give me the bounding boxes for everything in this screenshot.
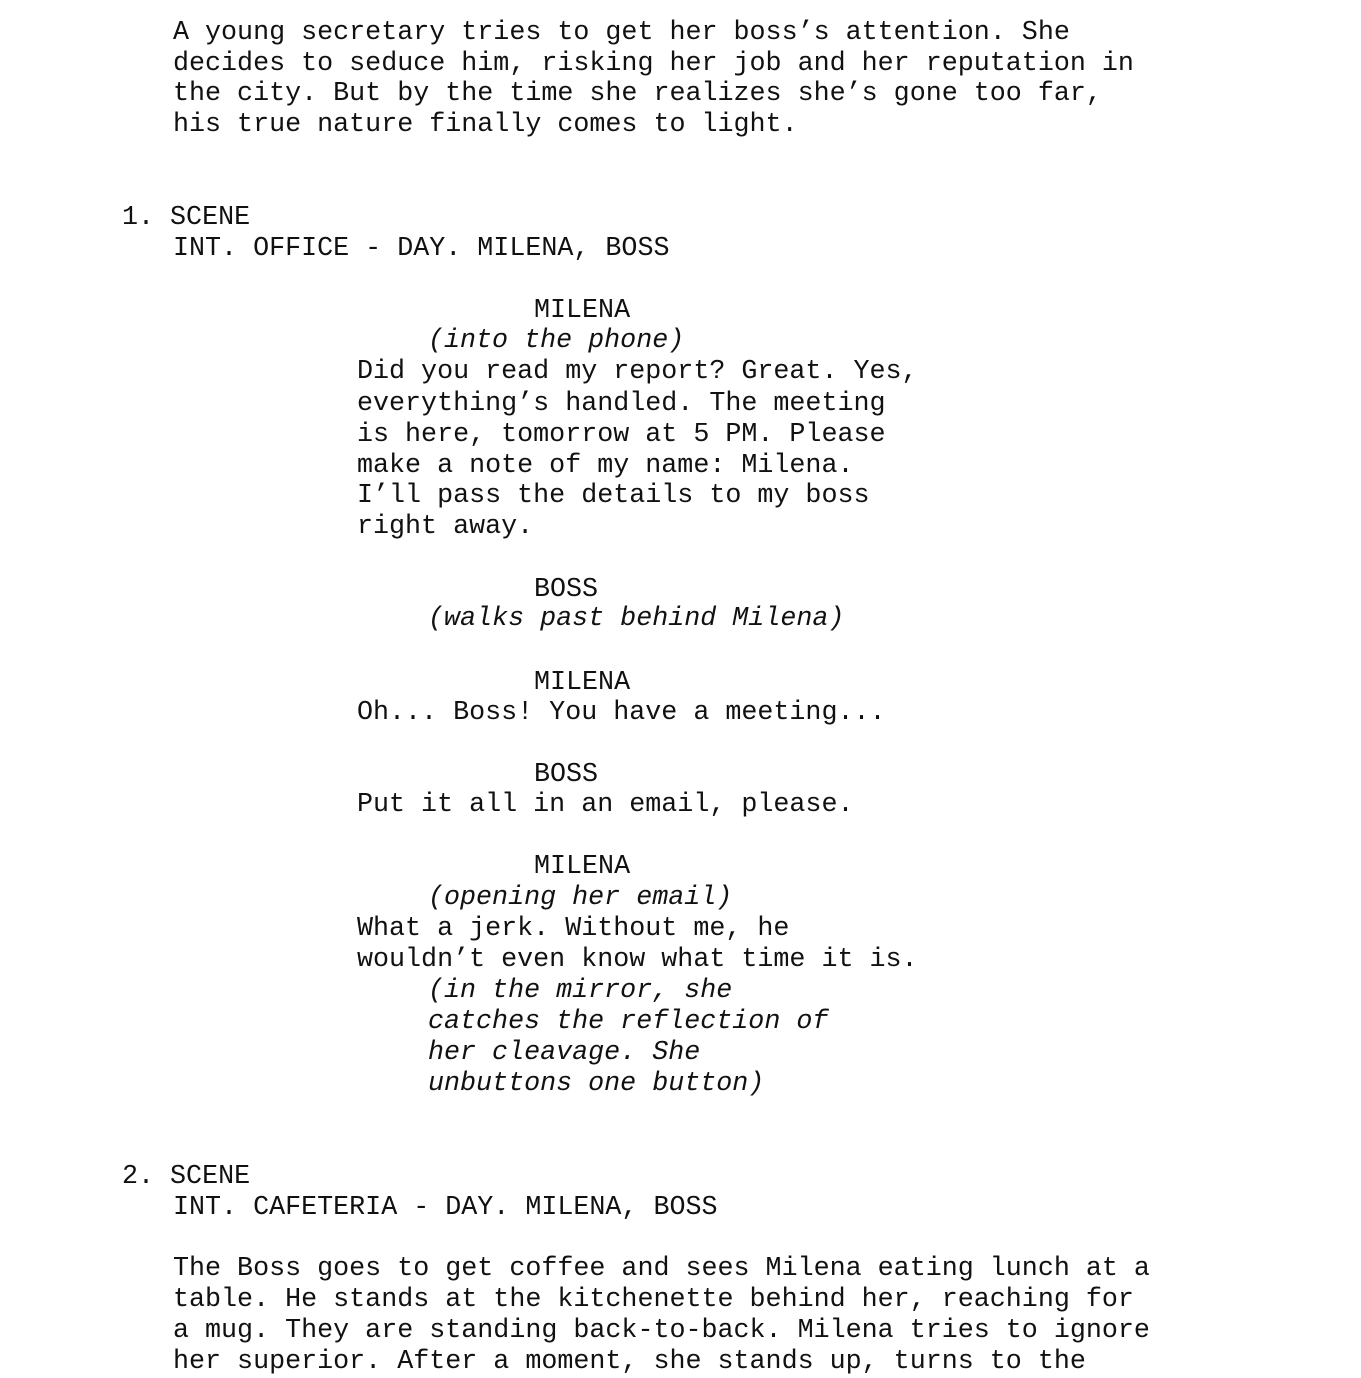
parenthetical: her cleavage. She: [428, 1038, 701, 1068]
scene-number: 2. SCENE: [122, 1162, 251, 1192]
character-name: MILENA: [534, 296, 631, 326]
logline-line: the city. But by the time she realizes she’s gone too far,: [173, 79, 1102, 109]
dialogue-line: What a jerk. Without me, he: [357, 914, 790, 944]
dialogue-line: right away.: [357, 512, 534, 542]
parenthetical: (opening her email): [428, 883, 733, 913]
dialogue-line: wouldn’t even know what time it is.: [357, 945, 918, 975]
character-name: BOSS: [534, 760, 599, 790]
scene-number: 1. SCENE: [122, 203, 251, 233]
dialogue-line: Did you read my report? Great. Yes,: [357, 357, 918, 387]
logline-line: his true nature finally comes to light.: [173, 110, 798, 140]
parenthetical: (in the mirror, she: [428, 976, 733, 1006]
dialogue-line: is here, tomorrow at 5 PM. Please: [357, 420, 886, 450]
parenthetical: (into the phone): [428, 326, 685, 356]
dialogue-line: make a note of my name: Milena.: [357, 451, 854, 481]
action-line: a mug. They are standing back-to-back. Milena tries to ignore: [173, 1316, 1150, 1346]
parenthetical: catches the reflection of: [428, 1007, 829, 1037]
parenthetical: unbuttons one button): [428, 1069, 765, 1099]
action-line: table. He stands at the kitchenette behind her, reaching for: [173, 1285, 1134, 1315]
scene-heading: INT. OFFICE - DAY. MILENA, BOSS: [173, 234, 670, 264]
character-name: MILENA: [534, 668, 631, 698]
dialogue-line: everything’s handled. The meeting: [357, 389, 886, 419]
character-name: MILENA: [534, 852, 631, 882]
dialogue-line: Oh... Boss! You have a meeting...: [357, 698, 886, 728]
parenthetical: (walks past behind Milena): [428, 604, 845, 634]
action-line: her superior. After a moment, she stands up, turns to the: [173, 1347, 1086, 1377]
character-name: BOSS: [534, 575, 599, 605]
dialogue-line: I’ll pass the details to my boss: [357, 481, 870, 511]
logline-line: A young secretary tries to get her boss’s attention. She: [173, 18, 1070, 48]
scene-heading: INT. CAFETERIA - DAY. MILENA, BOSS: [173, 1193, 718, 1223]
logline-line: decides to seduce him, risking her job and her reputation in: [173, 49, 1134, 79]
dialogue-line: Put it all in an email, please.: [357, 790, 854, 820]
action-line: The Boss goes to get coffee and sees Milena eating lunch at a: [173, 1254, 1150, 1284]
